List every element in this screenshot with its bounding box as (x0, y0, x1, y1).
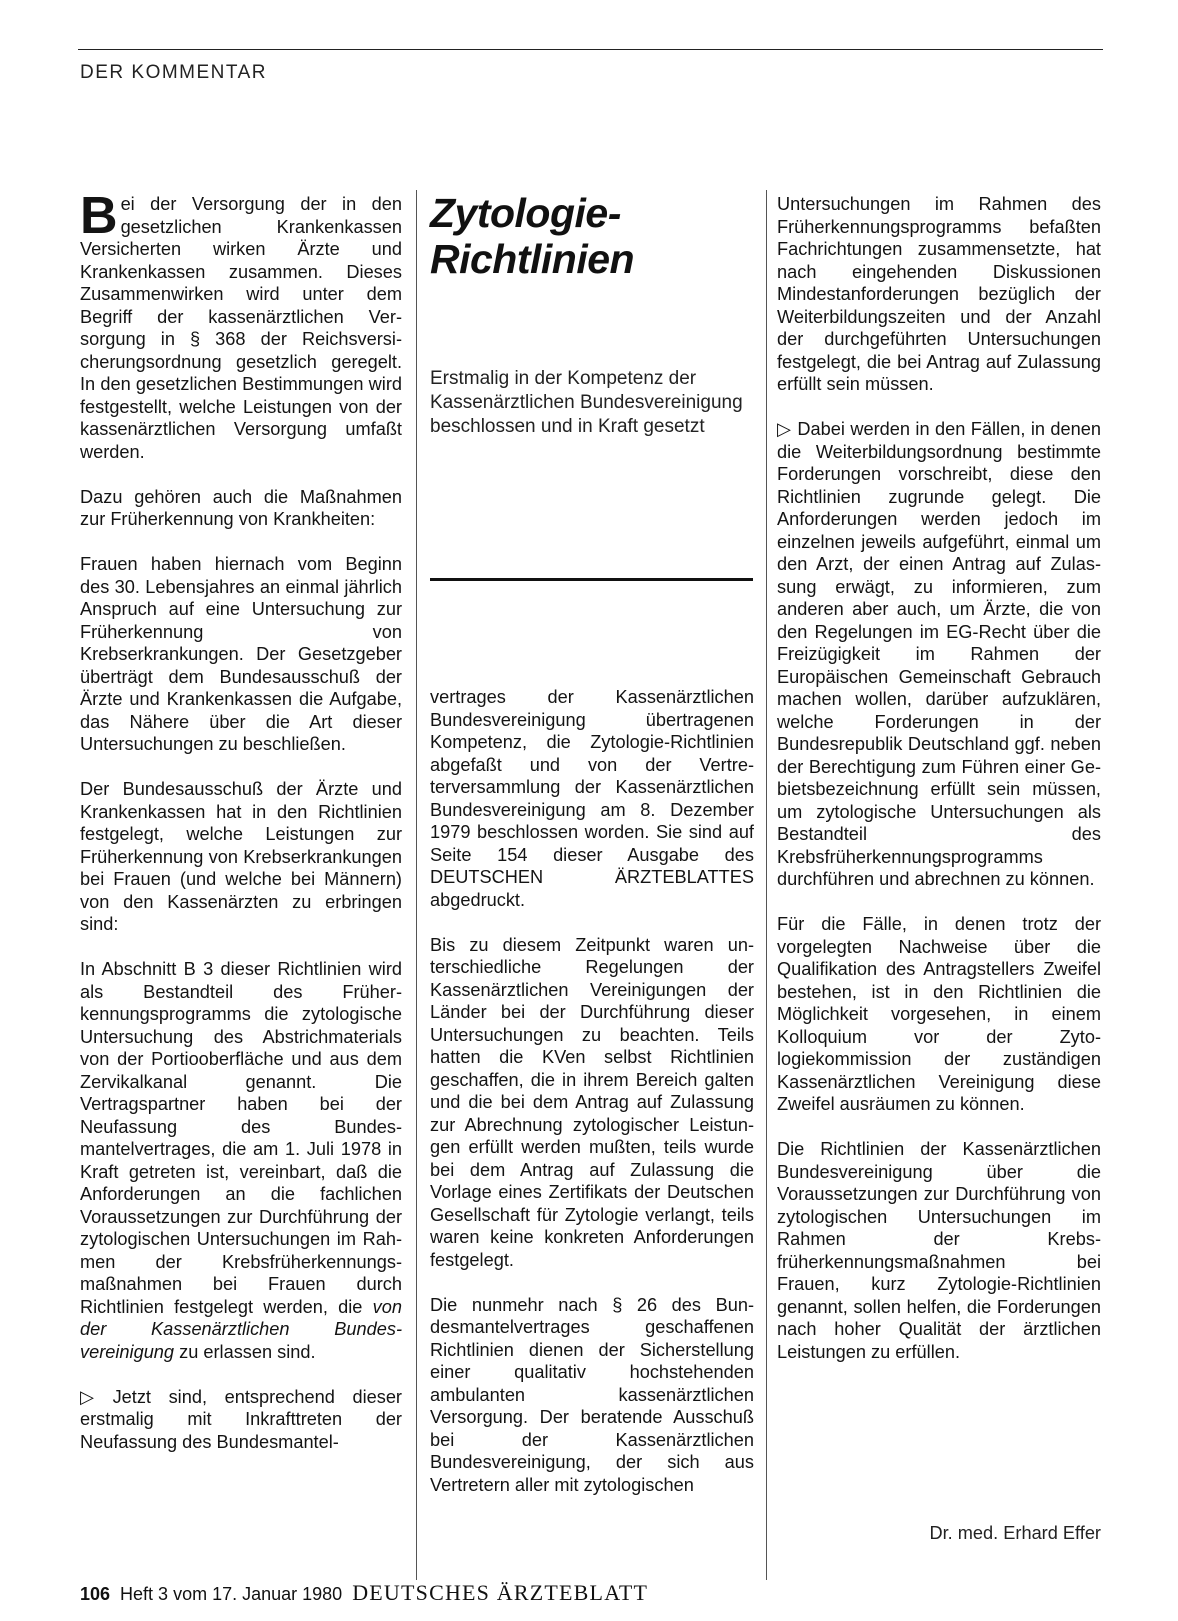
author-signature: Dr. med. Erhard Effer (929, 1523, 1101, 1543)
article-title (430, 190, 760, 282)
paragraph: Bis zu diesem Zeitpunkt waren unterschiedliche Regelungen der Kassenärztlichen Vereinigungen der Länder bei der Durchführung dieser Untersuchungen zu beachten. Teils hatten die KVen selbst Richtlinien geschaffen, die in ihrem Bereich galten und die bei dem Antrag auf Zulassung zur Abrechnung zytologischer Leistungen erfüllt werden mußten, teils wurde bei dem Antrag auf Zulassung die Vorlage eines Zertifikats der Deutschen Gesellschaft für Zytologie verlangt, teils waren keine konkreten Anforderungen festgelegt. (430, 934, 754, 1270)
paragraph (80, 1386, 402, 1454)
paragraph: Dazu gehören auch die Maßnahmen zur Früherkennung von Krankheiten: (80, 486, 402, 529)
article-column-2 (430, 686, 754, 1496)
column-divider-right (766, 190, 767, 1580)
paragraph: Frauen haben hiernach vom Beginn des 30. Lebensjahres an einmal jährlich Anspruch auf eine Untersuchung zur Früherkennung von Krebserkrankungen. Der Gesetzgeber überträgt dem Bundesausschuß der Ärzte und Krankenkassen die Aufgabe, das Nähere über die Art dieser Untersuchungen zu beschließen. (80, 554, 402, 754)
subtitle-rule (430, 578, 753, 581)
triangle-bullet-icon: ▷ (80, 1386, 107, 1407)
paragraph: Für die Fälle, in denen trotz der vorgelegten Nachweise über die Qualifikation des Antragstellers Zweifel bestehen, ist in den Richtlinien die Möglichkeit vorgesehen, in einem Kolloquium vor der Zytologiekommission der zuständigen Kassenärztlichen Vereinigung diese Zweifel ausräumen zu können. (777, 914, 1101, 1114)
paragraph-text: Dabei werden in den Fällen, in denen die Weiterbildungsordnung bestimmte Forderungen vorschreibt, diese den Richtlinien zugrunde gelegt. Die Anforderungen werden jedoch im einzelnen jeweils aufgeführt, einmal um den Arzt, der einen Antrag auf Zulassung erwägt, zu informieren, zum anderen aber auch, um Ärzte, die von den Regelungen im EG-Recht über die Freizügigkeit im Rahmen der Europäischen Gemeinschaft Gebrauch machen wollen, darüber aufzuklären, welche Forderungen in der Bundesrepublik Deutschland ggf. neben der Berechtigung zum Führen einer Gebietsbezeichnung erfüllt sein müssen, um zytologische Untersuchungen als Bestandteil des Krebsfrüherkennungsprogramms durchführen und abrechnen zu können. (777, 419, 1101, 889)
paragraph-text: In Abschnitt B 3 dieser Richtlinien wird als Bestandteil des Früherkennungsprogramms die zytologische Untersuchung des Abstrichmaterials von der Portiooberfläche und aus dem Zervikalkanal genannt. Die Vertragspartner haben bei der Neufassung des Bundesmantelvertrages, die am 1. Juli 1978 in Kraft getreten ist, vereinbart, daß die Anforderungen an die fachlichen Voraussetzungen zur Durchführung der zytologischen Untersuchungen im Rahmen der Krebsfrüherkennungsmaßnahmen bei Frauen durch Richtlinien festgelegt werden, die (80, 959, 402, 1317)
column-divider-left (416, 190, 417, 1580)
article-title-line: Zytologie- (430, 190, 621, 236)
paragraph (80, 187, 402, 463)
emphasized-text: von der Kassenärztlichen Bundesvereinigung (80, 1296, 402, 1362)
article-title-line: Richtlinien (430, 236, 635, 282)
page-footer (80, 1580, 648, 1606)
paragraph (80, 958, 402, 1363)
article-column-1 (80, 187, 402, 1453)
issue-info: Heft 3 vom 17. Januar 1980 (120, 1584, 343, 1604)
paragraph-text: ei der Versorgung der in den gesetzlichen Krankenkassen Versicherten wirken Ärzte und Krankenkassen zusammen. Dieses Zusammenwirken wird unter dem Begriff der kassenärztlichen Versorgung in § 368 der Reichsversicherungsordnung gesetzlich geregelt. In den gesetzlichen Bestimmungen wird festgestellt, welche Leistungen von der kassenärztlichen Versorgung umfaßt werden. (80, 194, 402, 462)
triangle-bullet-icon: ▷ (777, 419, 792, 439)
paragraph: vertrages der Kassenärztlichen Bundesvereinigung übertragenen Kompetenz, die Zytologie-Richtlinien abgefaßt und von der Vertreterversammlung der Kassenärztlichen Bundesvereinigung am 8. Dezember 1979 beschlossen worden. Sie sind auf Seite 154 dieser Ausgabe des DEUTSCHEN ÄRZTEBLATTES abgedruckt. (430, 687, 754, 910)
paragraph-text: zu erlassen sind. (179, 1341, 316, 1362)
article-subtitle: Erstmalig in der Kompetenz der Kassenärztlichen Bundesvereinigung beschlossen und in Kraft gesetzt (430, 368, 743, 437)
magazine-name: DEUTSCHES ÄRZTEBLATT (352, 1580, 649, 1605)
page-number: 106 (80, 1584, 111, 1604)
paragraph-text: Jetzt sind, entsprechend dieser erstmalig mit Inkrafttreten der Neufassung des Bundesmantel- (80, 1386, 402, 1452)
article-column-3 (777, 193, 1101, 1363)
paragraph: Die nunmehr nach § 26 des Bundesmantelvertrages geschaffenen Richtlinien dienen der Sicherstellung einer qualitativ hochstehenden ambulanten kassenärztlichen Versorgung. Der beratende Ausschuß bei der Kassenärztlichen Bundesvereinigung, der sich aus Vertretern aller mit zytologischen (430, 1294, 754, 1495)
paragraph: Die Richtlinien der Kassenärztlichen Bundesvereinigung über die Voraussetzungen zur Durchführung von zytologischen Untersuchungen im Rahmen der Krebsfrüherkennungsmaßnahmen bei Frauen, kurz Zytologie-Richtlinien genannt, sollen helfen, die Forderungen nach hoher Qualität der ärztlichen Leistungen zu erfüllen. (777, 1139, 1101, 1362)
paragraph (777, 418, 1101, 891)
paragraph: Der Bundesausschuß der Ärzte und Krankenkassen hat in den Richtlinien festgelegt, welche Leistungen zur Früherkennung von Krebserkrankungen bei Frauen (und welche bei Männern) von den Kassenärzten zu erbringen sind: (80, 779, 402, 934)
paragraph: Untersuchungen im Rahmen des Früherkennungsprogramms befaßten Fachrichtungen zusammensetzte, hat nach eingehenden Diskussionen Mindestanforderungen bezüglich der Weiterbildungszeiten und der Anzahl der durchgeführten Untersuchungen festgelegt, die bei Antrag auf Zulassung erfüllt sein müssen. (777, 194, 1101, 394)
section-label: DER KOMMENTAR (80, 62, 267, 83)
drop-cap: B (80, 187, 118, 245)
top-rule (78, 49, 1103, 50)
